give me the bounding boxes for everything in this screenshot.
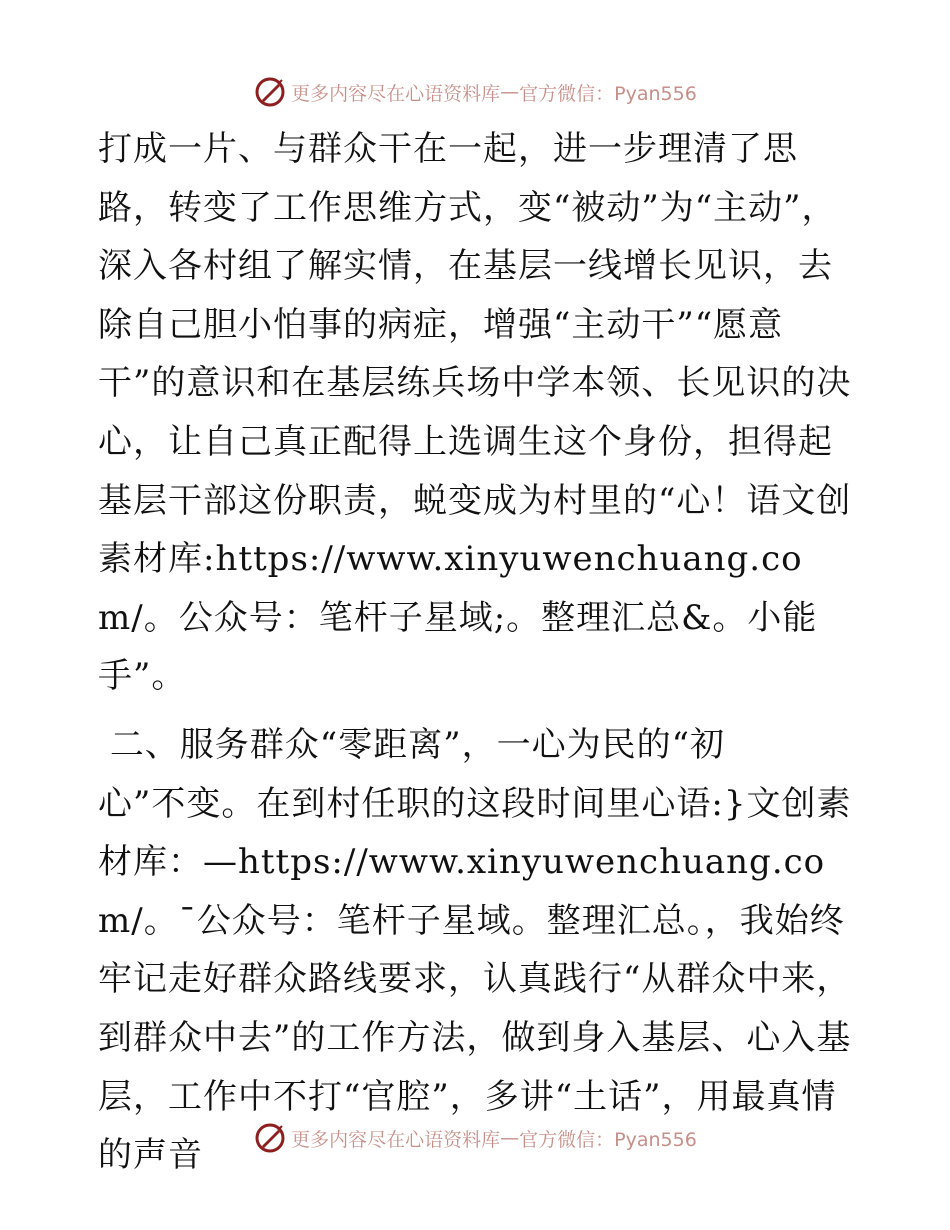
pen-logo-icon — [253, 1121, 287, 1155]
footer-banner — [0, 1118, 950, 1158]
section-2-heading: 二、服务群众“零距离”，一心为民的“初 — [98, 724, 725, 765]
footer-separator: — — [500, 1127, 520, 1149]
header-contact: 官方微信：Pyan556 — [519, 82, 697, 105]
header-banner — [0, 72, 950, 112]
paragraph-2: 心”不变。在到村任职的这段时间里心语:}文创素材库：—https://www.xinyuwenchuang.com/。¯公众号：笔杆子星域。整理汇总。，我始终牢记走好群众路线要求，认真践行“从群众中来，到群众中去”的工作方法，做到身入基层、心入基层，工作中不打“官腔”，多讲“土话”，用最真情的声音 — [98, 783, 852, 1176]
header-separator: — — [500, 81, 520, 103]
footer-site-name: 更多内容尽在心语资料库 — [291, 1128, 501, 1151]
pen-logo-icon — [253, 75, 287, 109]
footer-contact: 官方微信：Pyan556 — [519, 1128, 697, 1151]
document-body — [98, 120, 858, 1185]
header-site-name: 更多内容尽在心语资料库 — [291, 82, 501, 105]
paragraph-1: 打成一片、与群众干在一起，进一步理清了思路，转变了工作思维方式，变“被动”为“主动”，深入各村组了解实情，在基层一线增长见识，去除自己胆小怕事的病症，增强“主动干”“愿意干”的意识和在基层练兵场中学本领、长见识的决心，让自己真正配得上选调生这个身份，担得起基层干部这份职责，蜕变成为村里的“心！语文创素材库:https://www.xinyuwenchuang.com/。公众号：笔杆子星域;。整理汇总&。小能手”。 — [98, 129, 852, 697]
